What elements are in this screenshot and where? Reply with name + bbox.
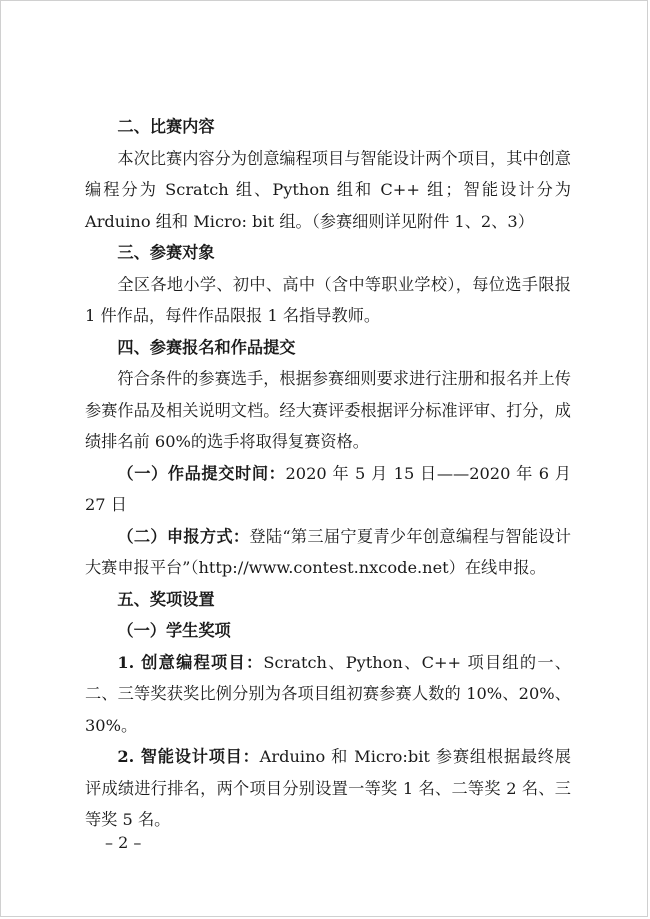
paragraph-participants: 全区各地小学、初中、高中（含中等职业学校），每位选手限报 1 件作品，每件作品限报 1 名指导教师。 [85, 274, 571, 325]
section-heading-participants: 三、参赛对象 [117, 243, 215, 262]
paragraph-creative-programming [85, 647, 571, 742]
label-application-method: （二）申报方式： [117, 526, 250, 546]
paragraph-submission-time [85, 458, 571, 521]
section-heading-awards: 五、奖项设置 [117, 589, 215, 609]
text-application-method: 登陆“第三届宁夏青少年创意编程与智能设计大赛申报平台”（http://www.contest.nxcode.net）在线申报。 [85, 526, 571, 577]
paragraph-smart-design [85, 741, 571, 836]
label-creative-programming: 1. 创意编程项目： [117, 652, 264, 672]
label-submission-time: （一）作品提交时间： [117, 463, 286, 483]
label-smart-design: 2. 智能设计项目： [117, 747, 260, 766]
paragraph-registration: 符合条件的参赛选手，根据参赛细则要求进行注册和报名并上传参赛作品及相关说明文档。经大赛评委根据评分标准评审、打分，成绩排名前 60%的选手将取得复赛资格。 [85, 369, 571, 451]
document-body [85, 111, 571, 836]
text-submission-time: 2020 年 5 月 15 日——2020 年 6 月 27 日 [85, 463, 571, 514]
paragraph-application-method [85, 521, 571, 584]
page-number: – 2 – [105, 833, 142, 852]
text-smart-design: Arduino 和 Micro:bit 参赛组根据最终展评成绩进行排名，两个项目分别设置一等奖 1 名、二等奖 2 名、三等奖 5 名。 [85, 747, 571, 829]
sub-heading-student-awards: （一）学生奖项 [117, 621, 231, 640]
section-heading-competition-content: 二、比赛内容 [117, 117, 215, 136]
section-heading-registration: 四、参赛报名和作品提交 [117, 337, 296, 357]
paragraph-competition-content: 本次比赛内容分为创意编程项目与智能设计两个项目，其中创意编程分为 Scratch 组、Python 组和 C++ 组；智能设计分为 Arduino 组和 Micro: bit 组。（参赛细则详见附件 1、2、3） [85, 148, 571, 231]
text-creative-programming: Scratch、Python、C++ 项目组的一、二、三等奖获奖比例分别为各项目组初赛参赛人数的 10%、20%、30%。 [85, 652, 571, 735]
